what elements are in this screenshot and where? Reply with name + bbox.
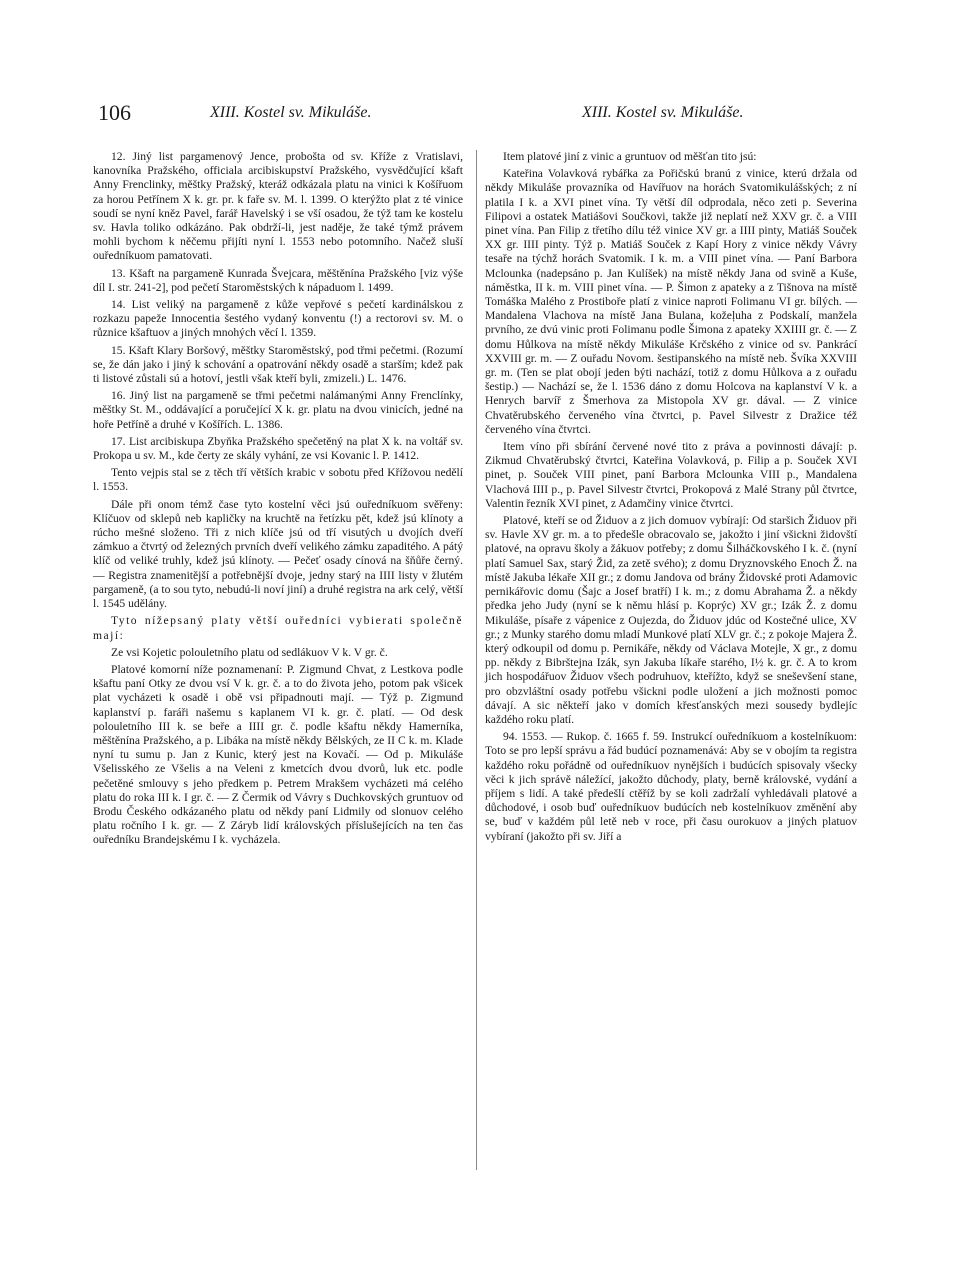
running-head-left: XIII. Kostel sv. Mikuláše. (210, 104, 372, 121)
paragraph: Kateřina Volavková rybářka za Pořičskú branú z vinice, kterú držala od někdy Mikuláše provazníka od Havířuov na horách Svatomikulášských; z ní platila I k. a XVI pinet vína. Ty větší díl odprodala, něco zeti p. Severina Filipovi a ostatek Matiášovi Součkovi, takže již neplatí než XXV gr. č. a VIII pinet vína. Pan Filip z třetího dílu též vinice XV gr. a IIII pinty, Matiáš Souček XX gr. IIII pinty. Týž p. Matiáš Souček z Kapí Hory z vinice někdy Vávry tesaře na týchž horách Svatomik. I k. m. a VIII pinet vína. — Paní Barbora Mclounka (nadepsáno p. Jan Kulíšek) na místě někdy Jana od svině a Kuše, náměstka, II k. m. VIII pinet vína. — P. Šimon z apateky a z Tišnova na místě Tomáška Malého z Prostiboře platí z vinice naproti Folimanu VI gr. bílých. — Mandalena Vlachova na místě Jana Bulana, kožeļuha z Podskalí, manžela prvního, ze dvú vinic proti Folimanu podle Šimona z apateky XXIIII gr. č. — Z domu Hůlkova na místě někdy Mikuláše Krčského z vinice od sv. Pankrácí XXVIII gr. m. — Z ouřadu Novom. šestipanského na místě neb. Švíka XXVIII gr. m. (Ten se plat obojí jeden býti nachází, totiž z domu Hůlkova a z ouřadu šestip.) — Nachází se, že l. 1536 dáno z domu Holcova na kaplanství V k. a Henrych barvíř z Šmerhova za Mistopola XV gr. dával. — Z vinice Chvatěrubského červeného vína čtvrtci, p. Pavel Silvestr z Dražice též červeného vína čtvrtci. (485, 167, 857, 436)
paragraph: Platové komorní níže poznamenaní: P. Zigmund Chvat, z Lestkova podle kšaftu paní Otky ze dvou vsí V k. gr. č. a to do života jeho, potom pak všicek plat vycházeti k osadě i obě vsi připadnouti mají. — Týž p. Zigmund kaplanství p. faráři našemu s kaplanem VI k. gr. č. platí. — Od desk polouletního III k. se beře a IIII gr. č. podle kšaftu někdy Hamerníka, měštěnína Pražského, a p. Libáka na místě někdy Bělských, ze II C k. m. Klade nyní tu sumu p. Jan z Kunic, který jest na Kovačí. — Od p. Mikuláše Všelisského ze Všelis a na Veleni z kmetcích dvou dvorů, luk etc. podle pečetěné smlouvy s jeho předkem p. Petrem Mrakšem vycházeti má celého platu do roka III k. I gr. č. — Z Čermik od Vávry s Duchkovských gruntuov od Brodu Českého odkázaného platu od někdy paní Lidmily od slonuov celého platu ročního I k. gr. — Z Záryb lidí královských příslušejících na ten čas ouředníku Brandejskému I k. vycházela. (93, 662, 463, 847)
paragraph: 94. 1553. — Rukop. č. 1665 f. 59. Instrukcí ouředníkuom a kostelníkuom: Toto se pro lepší správu a řád budúcí poznamenává: Aby se v obojím ta registra každého roku pořádně od ouředníkuov nynějších i budúcích spisovaly všecky věci k jich správě náležící, jakožto důchody, platy, berně královské, vydání a příjem s lidí. A také předešlí ctěříž by se koli zadržalí vyhledávali platové a důchodové, i osob buď ouředníkuov budúcích neb kostelníkuov změnění aby se, buď v každém půl letě neb v roce, při času ourokuov a jiných platuov vybíraní (jakožto při sv. Jiří a (485, 730, 857, 843)
paragraph: 16. Jiný list na pargameně se třmi pečetmi nalámanými Anny Frenclínky, měštky St. M., oddávající a poručející X k. gr. platu na dvou vinicích, jedné na hoře Petříně a druhé v Košířích. L. 1386. (93, 389, 463, 431)
paragraph: Tento vejpis stal se z těch tří větších krabic v sobotu před Křížovou nedělí l. 1553. (93, 466, 463, 494)
paragraph: Item víno při sbírání červené nové tito z práva a povinnosti dávají: p. Zikmud Chvatěrubský čtvrtci, Kateřina Volavková, p. Filip a p. Souček XVI pinet, p. Souček VIII pinet, paní Barbora Mclounka VIII p., Mandalena Vlachová IIII p., p. Pavel Silvestr čtvrtci, Prokopová z Malé Strany půl čtvrtce, Valentin řezník XVI pinet, z Adamčiny vinice čtvrtci. (485, 440, 857, 510)
paragraph: 14. List veliký na pargameně z kůže vepřové s pečetí kardinálskou z rozkazu papeže Innocentia šestého vydaný konventu (!) a rectorovi sv. M. o různice kšaftuov a jiných mnohých věcí l. 1359. (93, 298, 463, 340)
paragraph: 17. List arcibiskupa Zbyňka Pražského spečetěný na plat X k. na voltář sv. Prokopa u sv. M., kde čerty ze skály vyhání, ze vsi Kovanic l. P. 1412. (93, 434, 463, 463)
paragraph: 13. Kšaft na pargameně Kunrada Švejcara, měštěnína Pražského [viz výše díl I. str. 241-2], pod pečetí Staroměstských k nápaduom l. 1499. (93, 266, 463, 294)
paragraph: 12. Jiný list pargamenový Jence, probošta od sv. Kříže z Vratislavi, kanovníka Pražského, officiala arcibiskupství Pražského, vysvědčující kšaft Anny Frenclinky, měštky Pražský, kteráž odkázala platu na vinici k Košířuom za horou Petřínem X k. gr. pr. k faře sv. M. l. 1399. O kterýžto plat z té vinice soudí se nyní kněz Pavel, farář Havelský i se vší osadou, že týž tam ke kostelu sv. Havla toliko odkázáno. Pak obdrží-li, jest naděje, že také týmž právem mohli bychom k něčemu přijíti nyní l. 1553 nebo potomního. Načež sluší ouředníkuom pamatovati. (93, 150, 463, 263)
paragraph: Platové, kteří se od Židuov a z jich domuov vybírají: Od staršich Židuov při sv. Havle XV gr. m. a to předešle obracovalo se, jakožto i jiní všickni židovští platové, na opravu školy a žákuov potřeby; z domu Šilháčkovského I k. č. (nyní platí Samuel Sax, starý Žid, za zetě svého); z domu Dryznovského Enoch Ž. na místě Jakuba lékaře XII gr.; z domu Jandova od brány Židovské proti Adamovic pernikářovic domu (Šajc a Josef bratří) I k. m.; z domu Abrahama Ž. a někdy předka jeho Judy (nyní se k němu hlásí p. Koprýc) XV gr.; Izák Ž. z domu Mikuláše, písaře z vápenice z Oujezda, do Židuov jdúc od Kostečné ulice, XV gr.; z Munky starého domu mladí Munkové platí XLV gr. č.; z pokoje Majera Ž. který odkoupil od domu p. Pernikáře, někdy od Václava Motejle, X gr., z domu pp. někdy z Bibrštejna Izák, syn Jakuba líkaře starého, I½ k. gr. č. A to krom jich hospodářuov Židuov všech podruhuov, kteřížto, když se sneševšení stane, pro obzvláštní osady potřebu všickni podle uložení a jich možnosti pomoc dávají. A sic někteří jako v domích křesťanských mezi sousedy bydlejíc každého roku platí. (485, 514, 857, 726)
left-column (93, 150, 463, 851)
paragraph: Item platové jiní z vinic a gruntuov od měšťan tito jsú: (503, 150, 757, 163)
section-heading: Tyto nížepsaný platy větší ouředníci vybierati společně mají: (93, 614, 463, 642)
page-number: 106 (98, 100, 131, 125)
running-head-right: XIII. Kostel sv. Mikuláše. (582, 104, 744, 121)
page-header (0, 100, 960, 130)
right-column (485, 150, 857, 847)
paragraph: 15. Kšaft Klary Boršový, měštky Staroměstský, pod třmi pečetmi. (Rozumí se, že dán jako i jiný k schování a opatrování někdy osadě a starším; kdež pak ti listové zůstali sú a hotoví, jestli však kteří byli, zmizeli.) L. 1476. (93, 343, 463, 386)
paragraph: Ze vsi Kojetic polouletního platu od sedlákuov V k. V gr. č. (111, 645, 388, 659)
paragraph: Dále při onom témž čase tyto kostelní věci jsú ouředníkuom svěřeny: Klíčuov od sklepů neb kapličky na kruchtě na řetízku pět, kdež jsú klínoty a rúcho mešné složeno. Tři z nich klíče jsú od tří visutých u dvojích dveří zámkuo a čtvrtý od železných prvních dveří velikého zámku zapaditého. A pátý klíč od veliké truhly, kdež jsú klínoty. — Pečeť osady cínová na šňůře černý. — Registra znamenitější a potřebnější dvoje, jedny starý na IIII listy v žlutém pargameně, (a to sou tyto, nebudú-li noví jiní) a druhé registra na ark celý, větší l. 1545 udělány. (93, 497, 463, 611)
column-divider (476, 150, 477, 1170)
